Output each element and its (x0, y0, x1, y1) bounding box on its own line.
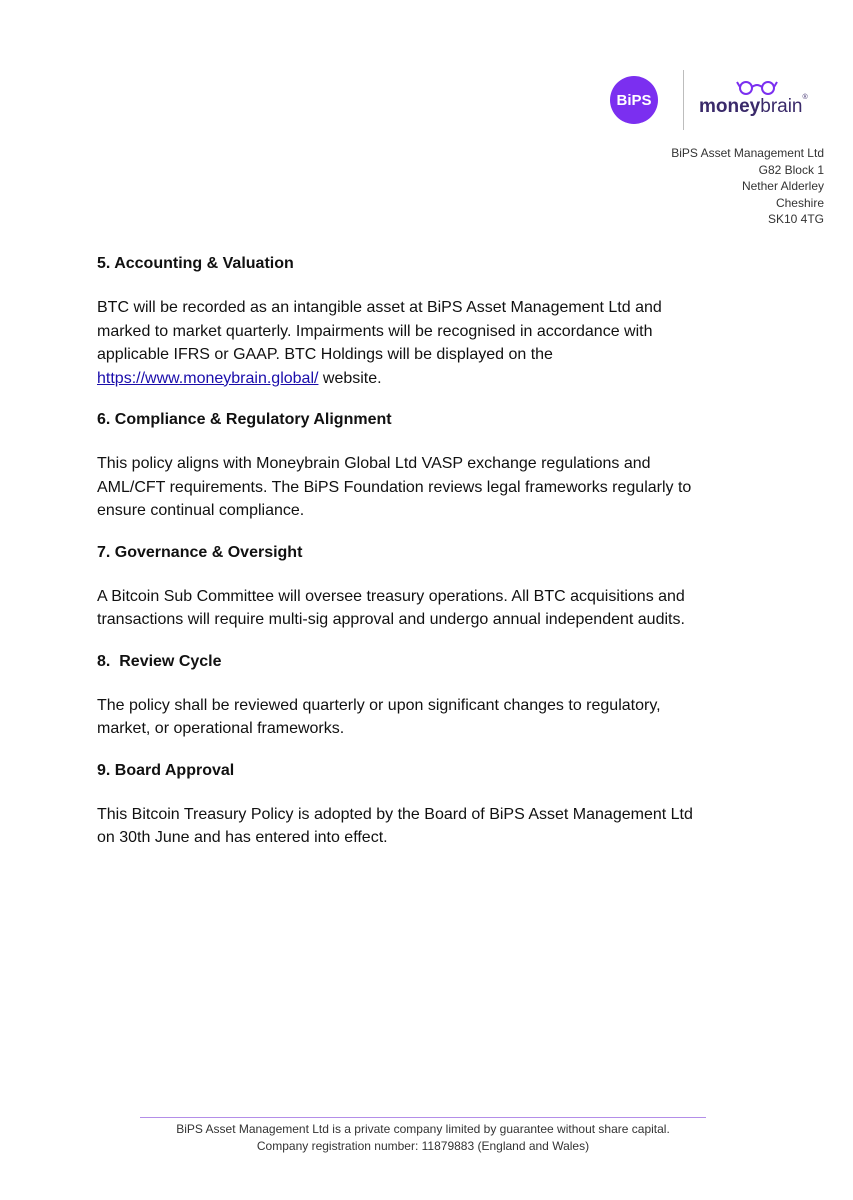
moneybrain-logo-bold: money (699, 96, 761, 117)
bips-logo-text: BiPS (616, 91, 652, 109)
text-line: market, or operational frameworks. (97, 720, 345, 737)
footer-registration-number: Company registration number: 11879883 (England and Wales) (256, 1139, 590, 1153)
section-board-approval (97, 760, 797, 850)
address-line: Cheshire (775, 195, 824, 210)
section-text (97, 803, 797, 850)
address-line: BiPS Asset Management Ltd (671, 146, 824, 160)
text-line: applicable IFRS or GAAP. BTC Holdings will be displayed on the (97, 346, 553, 363)
section-accounting-valuation (97, 253, 797, 390)
text-line (97, 367, 797, 391)
section-governance-oversight (97, 542, 797, 632)
moneybrain-logo-regular: brain (760, 96, 803, 117)
page-footer (100, 1121, 746, 1155)
address-line: SK10 4TG (767, 212, 824, 226)
text-line: AML/CFT requirements. The BiPS Foundation reviews legal frameworks regularly to (97, 478, 692, 496)
text-line: marked to market quarterly. Impairments will be recognised in accordance with (97, 322, 653, 340)
text-line: This policy aligns with Moneybrain Global Ltd VASP exchange regulations and (97, 455, 651, 472)
footer-divider (140, 1117, 706, 1118)
text-line: transactions will require multi-sig approval and undergo annual independent audits. (97, 611, 685, 628)
text-line: ensure continual compliance. (97, 502, 305, 519)
section-review-cycle (97, 651, 797, 741)
section-text (97, 694, 797, 741)
footer-company-statement: BiPS Asset Management Ltd is a private company limited by guarantee without share capital. (176, 1122, 670, 1136)
text-line: The policy shall be reviewed quarterly or upon significant changes to regulatory, (97, 696, 661, 714)
section-text (97, 296, 797, 390)
text-line: This Bitcoin Treasury Policy is adopted by the Board of BiPS Asset Management Ltd (97, 805, 693, 823)
section-text (97, 585, 797, 632)
section-heading: 6. Compliance & Regulatory Alignment (97, 411, 392, 428)
section-compliance-regulatory (97, 409, 797, 523)
section-heading: 7. Governance & Oversight (97, 543, 303, 561)
section-heading: 5. Accounting & Valuation (97, 255, 294, 272)
section-heading: 8. Review Cycle (97, 652, 222, 670)
logo-divider (683, 70, 684, 130)
registered-mark: ® (802, 94, 808, 101)
text-line: BTC will be recorded as an intangible asset at BiPS Asset Management Ltd and (97, 299, 662, 316)
section-text (97, 452, 797, 523)
company-address (671, 145, 824, 228)
text-line: on 30th June and has entered into effect. (97, 829, 388, 846)
address-line: G82 Block 1 (758, 162, 824, 177)
bips-logo (610, 76, 658, 124)
text-line: A Bitcoin Sub Committee will oversee treasury operations. All BTC acquisitions and (97, 587, 685, 605)
moneybrain-logo (699, 96, 808, 118)
moneybrain-website-link[interactable]: https://www.moneybrain.global/ (97, 369, 319, 387)
link-suffix: website. (318, 369, 382, 387)
address-line: Nether Alderley (741, 179, 824, 193)
section-heading: 9. Board Approval (97, 761, 235, 779)
document-body (97, 253, 797, 850)
glasses-icon (736, 79, 778, 95)
